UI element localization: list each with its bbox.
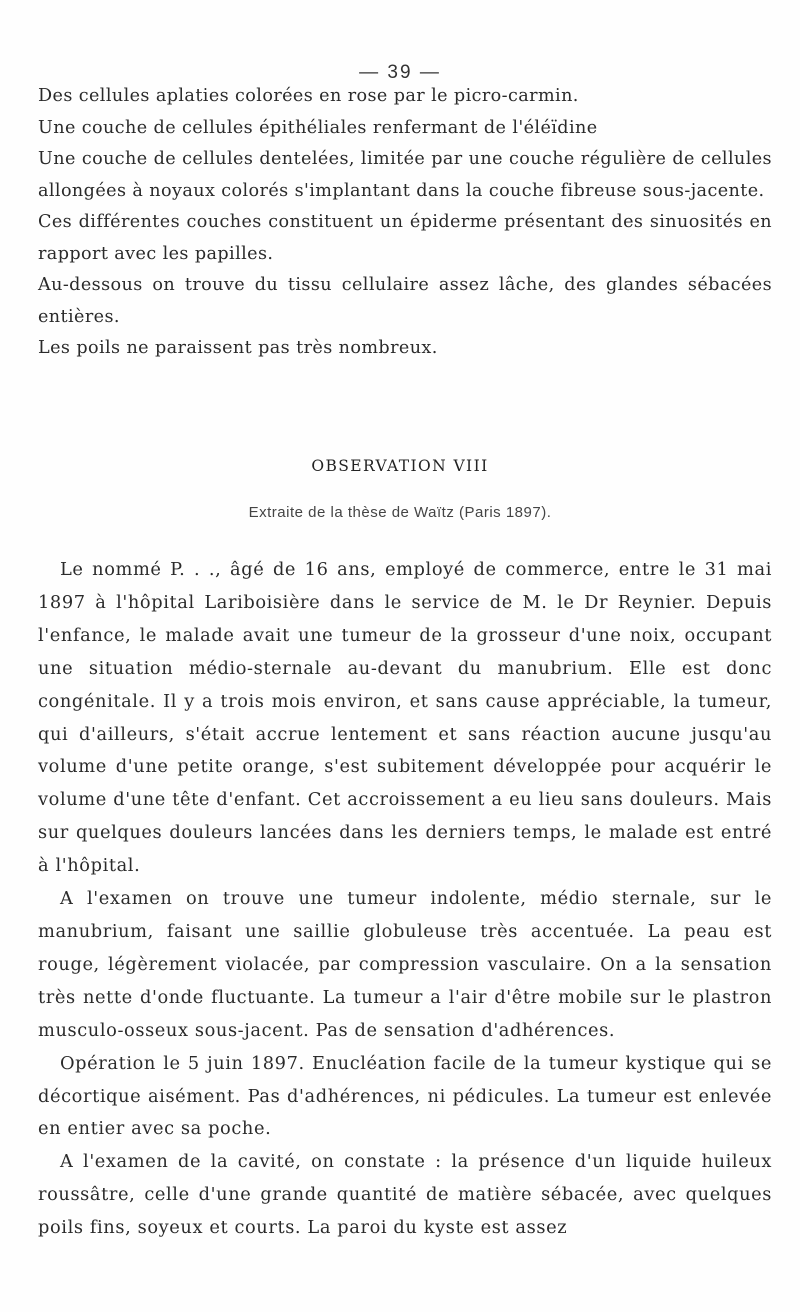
paragraph: Les poils ne paraissent pas très nombreux. [38,338,438,358]
paragraph: A l'examen on trouve une tumeur indolente, médio sternale, sur le manubrium, faisant une saillie globuleuse très accentuée. La peau est rouge, légèrement violacée, par compression vasculaire. On a la sensation très nette d'onde fluctuante. La tumeur a l'air d'être mobile sur le plastron musculo-osseux sous-jacent. Pas de sensation d'adhérences. [38,888,772,1041]
paragraph: Au-dessous on trouve du tissu cellulaire assez lâche, des glandes sébacées entières. [38,275,772,327]
paragraph: Opération le 5 juin 1897. Enucléation facile de la tumeur kystique qui se décortique aisément. Pas d'adhérences, ni pédicules. La tumeur est enlevée en entier avec sa poche. [38,1052,772,1140]
paragraph: A l'examen de la cavité, on constate : la présence d'un liquide huileux roussâtre, celle d'une grande quantité de matière sébacée, avec quelques poils fins, soyeux et courts. La paroi du kyste est assez [38,1151,772,1239]
paragraph: Une couche de cellules dentelées, limitée par une couche régulière de cellules allongées à noyaux colorés s'implantant dans la couche fibreuse sous-jacente. [38,149,772,201]
page-number: — 39 — [359,62,441,83]
paragraph: Des cellules aplaties colorées en rose par le picro-carmin. [38,86,579,106]
paragraph: Une couche de cellules épithéliales renfermant de l'éléïdine [38,117,598,138]
top-text-block [38,81,772,365]
paragraph: Le nommé P. . ., âgé de 16 ans, employé de commerce, entre le 31 mai 1897 à l'hôpital Lariboisière dans le service de M. le Dr Reynier. Depuis l'enfance, le malade avait une tumeur de la grosseur d'une noix, occupant une situation médio-sternale au-devant du manubrium. Elle est donc congénitale. Il y a trois mois environ, et sans cause appréciable, la tumeur, qui d'ailleurs, s'était accrue lentement et sans réaction aucune jusqu'au volume d'une petite orange, s'est subitement développée pour acquérir le volume d'une tête d'enfant. Cet accroissement a eu lieu sans douleurs. Mais sur quelques douleurs lancées dans les derniers temps, le malade est entré à l'hôpital. [38,559,772,877]
bottom-text-block [38,554,772,1245]
section-heading: OBSERVATION VIII [311,457,489,475]
paragraph: Ces différentes couches constituent un épiderme présentant des sinuosités en rapport avec les papilles. [38,212,772,264]
section-source: Extraite de la thèse de Waïtz (Paris 1897). [248,504,552,521]
